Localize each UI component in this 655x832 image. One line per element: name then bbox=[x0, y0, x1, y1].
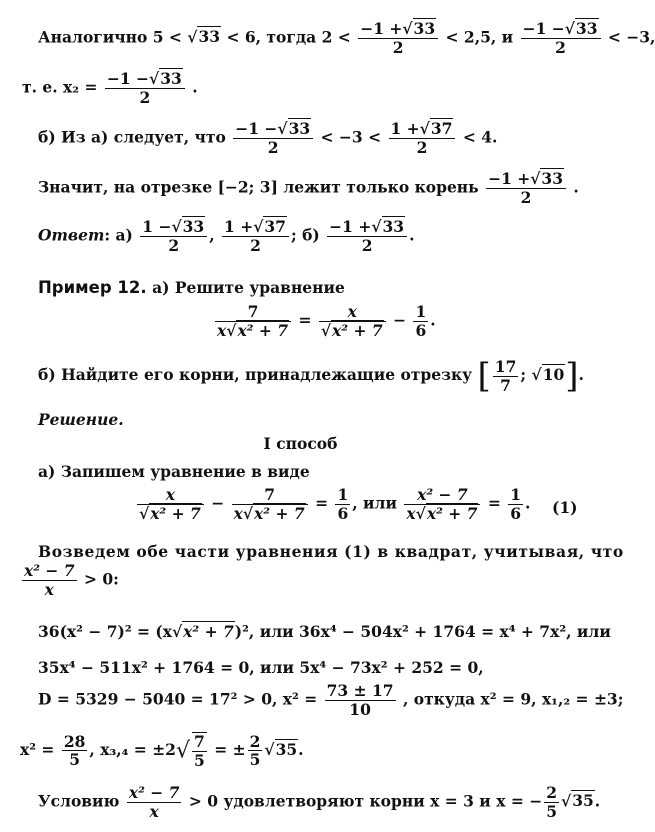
fraction: $\frac{1 +√37}{2}$ bbox=[389, 120, 456, 157]
line-35: 35x⁴ − 511x² + 1764 = 0, или 5x⁴ − 73x² + 252 = 0, bbox=[38, 658, 484, 677]
method-heading: I способ bbox=[263, 434, 338, 453]
fraction: $\frac{-1 +√33}{2}$ bbox=[358, 20, 438, 57]
line-square: Возведем обе части уравнения (1) в квадрат, учитывая, что bbox=[38, 542, 624, 561]
line-rewrite: а) Запишем уравнение в виде bbox=[38, 462, 310, 481]
fraction: $\frac{-1 +√33}{2}$ bbox=[327, 218, 407, 255]
line-segment: Значит, на отрезке [−2; 3] лежит только корень $\frac{-1 +√33}{2}$ . bbox=[38, 169, 579, 207]
example-heading: Пример 12. а) Решите уравнение bbox=[38, 278, 345, 297]
line-find-roots: б) Найдите его корни, принадлежащие отрезку [ $\frac{17}{7}$ ; √10]. bbox=[38, 356, 584, 396]
line-condition: $\frac{\text{x² − 7}}{x}$ > 0: bbox=[24, 561, 119, 599]
equation-2: $\frac{x}{\text{√x² + 7}}$ − $\frac{7}{\text{x√x² + 7}}$ = $\frac{1}{6}$ , или $\frac{\text{x² − 7}}{\text{x√x² + 7}}$ = $\frac{1}{6}$ . bbox=[139, 485, 531, 523]
answer-line: Ответ: а) $\frac{1 -√33}{2}$ , $\frac{1 +√37}{2}$ ; б) $\frac{-1 +√33}{2}$ . bbox=[38, 217, 415, 255]
equation-1: $\frac{7}{\text{x√x² + 7}}$ = $\frac{x}{\text{√x² + 7}}$ − $\frac{1}{6}$ . bbox=[217, 302, 436, 340]
fraction: $\frac{-1 +√33}{2}$ bbox=[486, 170, 566, 207]
line-roots: x² = $\frac{28}{5}$ , x₃,₄ = ±2√ $\frac{7}{5}$ = ± $\frac{2}{5}$ √35. bbox=[20, 731, 304, 770]
line-follows: б) Из а) следует, что $\frac{-1 -√33}{2}$ < −3 < $\frac{1 +√37}{2}$ < 4. bbox=[38, 119, 498, 157]
line-satisfy: Условию $\frac{\text{x² − 7}}{x}$ > 0 удовлетворяют корни x = 3 и x = − $\frac{2}{5}$ √35. bbox=[38, 783, 601, 821]
line-36: 36(x² − 7)² = (x√x² + 7)², или 36x⁴ − 504x² + 1764 = x⁴ + 7x², или bbox=[38, 622, 611, 641]
line-discriminant: D = 5329 − 5040 = 17² > 0, x² = $\frac{73 \pm 17}{10}$ , откуда x² = 9, x₁,₂ = ±3; bbox=[38, 681, 624, 719]
fraction: $\frac{1 -√33}{2}$ bbox=[140, 218, 207, 255]
fraction: $\frac{1 +√37}{2}$ bbox=[222, 218, 289, 255]
fraction: $\frac{-1 -√33}{2}$ bbox=[233, 120, 313, 157]
solution-label: Решение. bbox=[38, 410, 124, 429]
line-ie: т. е. x₂ = $\frac{-1 -√33}{2}$ . bbox=[22, 69, 198, 107]
fraction: $\frac{-1 -√33}{2}$ bbox=[521, 20, 601, 57]
fraction: $\frac{-1 -√33}{2}$ bbox=[105, 70, 185, 107]
line-analogously: Аналогично 5 < √33 < 6, тогда 2 < $\frac{-1 +√33}{2}$ < 2,5, и $\frac{-1 -√33}{2}$ < −3, bbox=[38, 19, 655, 57]
equation-number: (1) bbox=[552, 498, 578, 517]
